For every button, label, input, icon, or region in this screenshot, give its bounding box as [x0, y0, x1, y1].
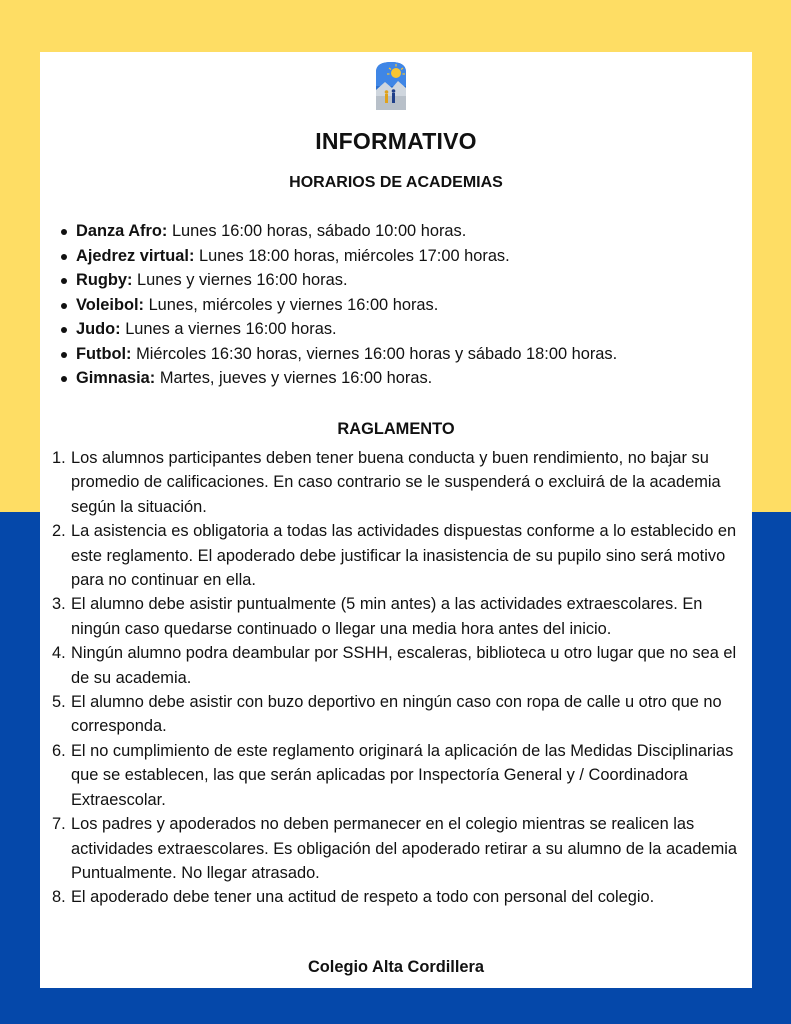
bullet-icon	[61, 352, 67, 358]
rules-list	[52, 446, 742, 910]
academy-schedule: Lunes y viernes 16:00 horas.	[137, 271, 348, 289]
rule-item	[52, 641, 742, 690]
rule-item	[52, 592, 742, 641]
rule-item	[52, 519, 742, 592]
list-item	[76, 244, 617, 269]
school-crest-logo	[374, 60, 408, 112]
academy-name: Danza Afro:	[76, 222, 168, 240]
list-item	[76, 317, 617, 342]
document-sheet	[40, 52, 752, 988]
rule-text: Los alumnos participantes deben tener buena conducta y buen rendimiento, no bajar su promedio de calificaciones. En caso contrario se le suspenderá o excluirá de la academia según la situación.	[71, 449, 721, 516]
rule-text: La asistencia es obligatoria a todas las actividades dispuestas conforme a lo establecido en este reglamento. El apoderado debe justificar la inasistencia de su pupilo sino será motivo para no continuar en ella.	[71, 522, 737, 590]
school-name-footer: Colegio Alta Cordillera	[307, 958, 485, 976]
rule-text: El apoderado debe tener una actitud de respeto a todo con personal del colegio.	[71, 888, 655, 907]
rules-title: RAGLAMENTO	[337, 420, 455, 438]
list-item	[76, 293, 617, 318]
rule-item	[52, 446, 742, 519]
bullet-icon	[61, 303, 67, 309]
list-item	[76, 219, 617, 244]
academy-schedule: Lunes 18:00 horas, miércoles 17:00 horas.	[198, 246, 510, 265]
academy-name: Rugby:	[76, 271, 133, 289]
rule-number: 7.	[52, 815, 66, 834]
academy-name: Gimnasia:	[76, 369, 156, 387]
bullet-icon	[61, 327, 67, 333]
rule-text: Los padres y apoderados no deben permanecer en el colegio mientras se realicen las actividades extraescolares. Es obligación del apoderado retirar a su alumno de la academia Puntualmente. No llegar atrasado.	[71, 815, 738, 882]
academy-schedule: Miércoles 16:30 horas, viernes 16:00 horas y sábado 18:00 horas.	[136, 344, 618, 363]
bullet-icon	[61, 254, 67, 260]
rule-number: 3.	[52, 595, 66, 614]
rule-text: Ningún alumno podra deambular por SSHH, escaleras, biblioteca u otro lugar que no sea el de su academia.	[71, 644, 737, 687]
rule-text: El alumno debe asistir con buzo deportivo en ningún caso con ropa de calle u otro que no corresponda.	[71, 693, 722, 736]
rule-number: 5.	[52, 693, 66, 712]
rule-item	[52, 885, 742, 909]
list-item	[76, 268, 617, 293]
bullet-icon	[61, 229, 67, 235]
rule-number: 6.	[52, 741, 66, 760]
academy-schedule: Martes, jueves y viernes 16:00 horas.	[159, 369, 433, 387]
list-item	[76, 342, 617, 367]
academy-schedule: Lunes a viernes 16:00 horas.	[125, 320, 337, 338]
rule-number: 2.	[52, 522, 66, 541]
rule-text: El alumno debe asistir puntualmente (5 min antes) a las actividades extraescolares. En ningún caso quedarse continuado o llegar una media hora antes del inicio.	[71, 595, 703, 638]
rule-item	[52, 812, 742, 885]
bullet-icon	[61, 278, 67, 284]
rule-item	[52, 690, 742, 739]
academy-name: Voleibol:	[76, 295, 144, 314]
rule-number: 1.	[52, 449, 66, 467]
academy-name: Judo:	[76, 320, 121, 338]
rule-number: 4.	[52, 644, 66, 663]
list-item	[76, 366, 617, 391]
rule-item	[52, 739, 742, 812]
page-subtitle: HORARIOS DE ACADEMIAS	[289, 174, 503, 191]
academy-name: Futbol:	[76, 344, 132, 363]
rule-number: 8.	[52, 888, 66, 907]
academy-schedule: Lunes 16:00 horas, sábado 10:00 horas.	[171, 222, 467, 240]
academy-name: Ajedrez virtual:	[76, 246, 195, 265]
rule-text: El no cumplimiento de este reglamento originará la aplicación de las Medidas Disciplinarias que se establecen, las que serán aplicadas por Inspectoría General y / Coordinadora Extraescolar.	[71, 741, 734, 809]
schedule-list	[76, 219, 617, 391]
academy-schedule: Lunes, miércoles y viernes 16:00 horas.	[148, 295, 439, 314]
page-title: INFORMATIVO	[315, 128, 477, 154]
bullet-icon	[61, 376, 67, 382]
